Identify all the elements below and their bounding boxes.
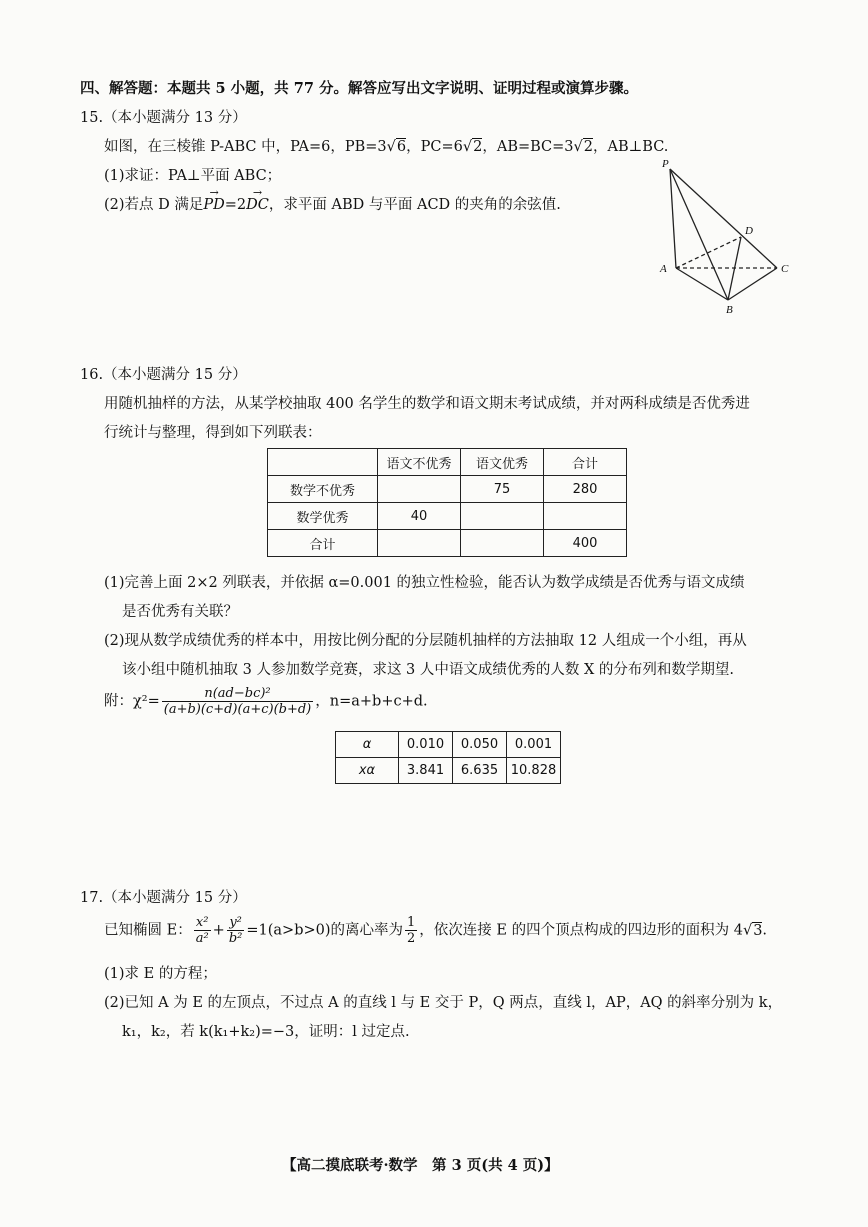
- q17-intro-mid: =1(a>b>0)的离心率为: [246, 922, 404, 939]
- table-cell: 数学不优秀: [268, 476, 378, 503]
- plus-sign: +: [212, 922, 225, 939]
- q15-header: 15.（本小题满分 13 分）: [80, 110, 247, 126]
- table-cell: 280: [544, 476, 627, 503]
- vector-dc: → DC: [246, 197, 269, 213]
- table-cell: 数学优秀: [268, 503, 378, 530]
- q15-intro-end: ，AB⊥BC.: [593, 139, 669, 155]
- critical-value-table: [335, 731, 561, 784]
- q16-intro-line1: 用随机抽样的方法，从某学校抽取 400 名学生的数学和语文期末考试成绩，并对两科成绩是否优秀进: [104, 396, 750, 412]
- q17-intro-post: ，依次连接 E 的四个顶点构成的四边形的面积为 4: [419, 922, 743, 939]
- q15-sqrt2: 2: [473, 139, 483, 155]
- label-a: A: [660, 263, 667, 275]
- table-cell: 40: [378, 503, 461, 530]
- table-cell: [378, 530, 461, 557]
- q16-part1-line2: 是否优秀有关联？: [122, 604, 238, 620]
- q16-part1-line1: (1)完善上面 2×2 列联表，并依据 α=0.001 的独立性检验，能否认为数学成绩是否优秀与语文成绩: [104, 575, 745, 591]
- q16-intro-line2: 行统计与整理，得到如下列联表：: [104, 425, 322, 441]
- q15-part2-pre: (2)若点 D 满足: [104, 197, 204, 213]
- y-fraction: [227, 915, 245, 946]
- table-cell: 0.050: [453, 732, 507, 758]
- formula-fraction: [162, 686, 314, 717]
- y-fraction-den: b²: [228, 931, 243, 946]
- contingency-table: [267, 448, 627, 557]
- table-cell: α: [336, 732, 399, 758]
- edge-ad: [676, 237, 741, 268]
- half-num: 1: [407, 915, 416, 930]
- q16-header: 16.（本小题满分 15 分）: [80, 367, 247, 383]
- q15-part2-post: ，求平面 ABD 与平面 ACD 的夹角的余弦值.: [268, 197, 561, 213]
- table-cell: [461, 503, 544, 530]
- formula-denominator: (a+b)(c+d)(a+c)(b+d): [163, 702, 312, 717]
- label-p: P: [662, 158, 669, 170]
- formula-numerator: n(ad−bc)²: [162, 686, 314, 702]
- q15-sqrt6: 6: [396, 139, 407, 155]
- label-c: C: [781, 263, 789, 275]
- label-d: D: [745, 225, 753, 237]
- x-fraction-num: x²: [194, 915, 211, 931]
- page-footer: 【高二摸底联考·数学 第 3 页(共 4 页)】: [282, 1157, 559, 1174]
- q17-intro-pre: 已知椭圆 E：: [104, 922, 192, 939]
- q17-header: 17.（本小题满分 15 分）: [80, 890, 247, 906]
- table-cell: 0.001: [507, 732, 561, 758]
- x-fraction: [194, 915, 211, 946]
- label-b: B: [726, 304, 733, 316]
- table-cell: [268, 449, 378, 476]
- formula-suffix: ，n=a+b+c+d.: [315, 693, 428, 710]
- q16-part2-line1: (2)现从数学成绩优秀的样本中，用按比例分配的分层随机抽样的方法抽取 12 人组成一个小组，再从: [104, 633, 747, 649]
- table-row: [268, 530, 627, 557]
- edge-bc: [728, 268, 777, 300]
- table-cell: 75: [461, 476, 544, 503]
- q17-sqrt3: 3: [753, 922, 763, 939]
- table-cell: 6.635: [453, 758, 507, 784]
- table-cell: xα: [336, 758, 399, 784]
- chi-square-formula: [104, 686, 428, 717]
- pyramid-figure: [650, 155, 800, 320]
- table-cell: 合计: [544, 449, 627, 476]
- table-cell: 0.010: [399, 732, 453, 758]
- section-title: 四、解答题：本题共 5 小题，共 77 分。解答应写出文字说明、证明过程或演算步骤。: [80, 80, 638, 97]
- q17-part2-line1: (2)已知 A 为 E 的左顶点，不过点 A 的直线 l 与 E 交于 P，Q 两点，直线 l，AP，AQ 的斜率分别为 k，: [104, 995, 783, 1011]
- half-den: 2: [407, 931, 416, 946]
- table-cell: 10.828: [507, 758, 561, 784]
- table-cell: [461, 530, 544, 557]
- edge-pa: [670, 169, 676, 268]
- q17-intro: 已知椭圆 E： $\frac{\text{x²}}{\text{a²}}$ + $\frac{\text{y²}}{\text{b²}}$ =1(a>b>0)的离心率为 $\frac{1}{2}$ ，依次连接 E 的四个顶点构成的四边形的面积为 4√3.: [104, 915, 768, 946]
- formula-prefix: 附：χ²=: [104, 693, 160, 710]
- table-header-row: [268, 449, 627, 476]
- q16-part2-line2: 该小组中随机抽取 3 人参加数学竞赛，求这 3 人中语文成绩优秀的人数 X 的分布列和数学期望.: [122, 662, 735, 678]
- table-cell: [378, 476, 461, 503]
- half-fraction: [405, 915, 417, 946]
- q17-intro-end: .: [762, 922, 768, 939]
- q15-part2-mid: =2: [224, 197, 247, 213]
- y-fraction-num: y²: [227, 915, 245, 931]
- q17-part2-line2: k₁，k₂，若 k(k₁+k₂)=−3，证明：l 过定点.: [122, 1024, 410, 1040]
- x-fraction-den: a²: [195, 931, 209, 946]
- table-cell: 400: [544, 530, 627, 557]
- edge-ab: [676, 268, 728, 300]
- q17-part1: (1)求 E 的方程；: [104, 966, 217, 982]
- vector-pd: → PD: [203, 197, 224, 213]
- table-row: [268, 503, 627, 530]
- edge-pb: [670, 169, 728, 300]
- q15-part2: [104, 193, 561, 214]
- q15-part1: (1)求证：PA⊥平面 ABC；: [104, 168, 282, 184]
- q15-intro: 如图，在三棱锥 P-ABC 中，PA=6，PB=3√6，PC=6√2，AB=BC=3√2，AB⊥BC.: [104, 139, 669, 155]
- table-cell: [544, 503, 627, 530]
- edge-pc: [670, 169, 777, 268]
- table-cell: 语文优秀: [461, 449, 544, 476]
- table-cell: 合计: [268, 530, 378, 557]
- q15-intro-mid: ，PC=6: [406, 139, 463, 155]
- table-cell: 语文不优秀: [378, 449, 461, 476]
- table-cell: 3.841: [399, 758, 453, 784]
- table-row: [336, 758, 561, 784]
- table-row: [268, 476, 627, 503]
- q15-intro-pre: 如图，在三棱锥 P-ABC 中，PA=6，PB=3: [104, 139, 387, 155]
- q15-intro-post: ，AB=BC=3: [482, 139, 574, 155]
- table-row: [336, 732, 561, 758]
- q15-sqrt2b: 2: [583, 139, 593, 155]
